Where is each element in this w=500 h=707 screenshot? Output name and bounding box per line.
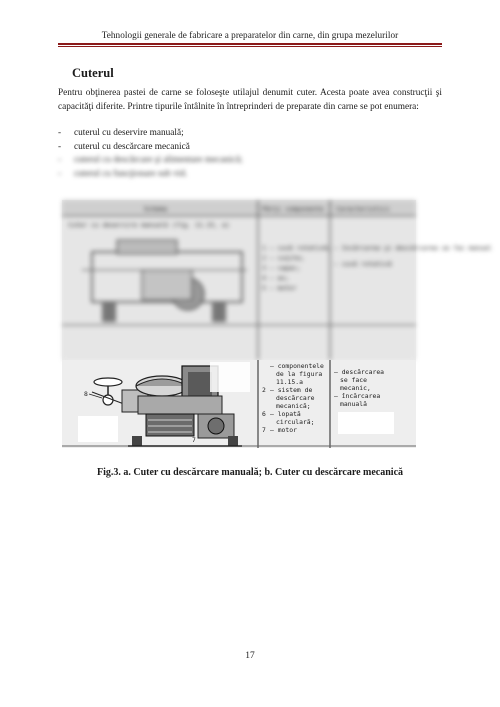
bullet-marker: -	[58, 128, 62, 138]
section-title: Cuterul	[72, 66, 114, 80]
part-line: — sistem de	[270, 386, 313, 394]
feature-line: mecanic,	[340, 384, 371, 392]
list-item-text: cuterul cu descărcare şi alimentare mecanică;	[74, 155, 243, 166]
row-a-part: 4 — ax;	[262, 274, 289, 282]
row-a-label: Cuter cu deservire manuală (fig. 11.15, a)	[68, 221, 230, 229]
figure-table-bottom	[62, 360, 416, 448]
part-line: mecanică;	[276, 402, 311, 410]
part-line: de la figura	[276, 370, 323, 378]
figure-table-top	[62, 200, 492, 360]
row-a-part: 3 — capac;	[262, 264, 301, 272]
callout-8: 8	[84, 390, 88, 398]
running-header: Tehnologii generale de fabricare a preparatelor din carne, din grupa mezelurilor	[101, 30, 399, 40]
row-a-feature: — cuvă rotativă	[334, 260, 392, 268]
part-line: — componentele	[270, 362, 324, 370]
page-number: 17	[245, 651, 255, 661]
callout-7: 7	[192, 436, 196, 444]
part-number: 7	[262, 426, 266, 434]
part-line: 11.15.a	[276, 378, 303, 386]
bullet-marker: -	[58, 155, 62, 166]
intro-paragraph: Pentru obţinerea pastei de carne se foloseşte utilajul denumit cuter. Acesta poate avea construcţii şi capacităţi diferite. Printre tipurile întâlnite în întreprinderi de preparate din carne se pot enumera:	[58, 88, 442, 112]
table-header-features: Caracteristici	[336, 205, 390, 213]
row-a-part: 2 — cuţite;	[262, 254, 305, 262]
bullet-marker: -	[58, 141, 62, 152]
row-a-feature: — încărcarea şi descărcarea se fac manual	[334, 244, 492, 252]
part-line: — lopată	[270, 410, 301, 418]
part-line: circulară;	[276, 418, 315, 426]
feature-line: — încărcarea	[334, 392, 381, 400]
feature-line: — descărcarea	[334, 368, 385, 376]
part-number: 2	[262, 386, 266, 394]
table-header-parts: Părţi componente	[262, 205, 324, 213]
table-header-schema: Schema	[144, 205, 168, 213]
part-number: 6	[262, 410, 266, 418]
header-rule	[58, 43, 442, 45]
row-a-part: 1 — cuvă rotativă;	[262, 244, 332, 252]
list-item-text: cuterul cu funcţionare sub vid.	[74, 168, 188, 179]
feature-line: manuală	[340, 400, 367, 408]
bullet-marker: -	[58, 168, 62, 179]
list-item-text: cuterul cu deservire manuală;	[74, 128, 184, 138]
part-line: descărcare	[276, 394, 315, 402]
cutter-figure	[62, 200, 492, 448]
row-a-part: 5 — motor	[262, 284, 297, 292]
list-item-text: cuterul cu descărcare mecanică	[74, 141, 190, 152]
header-rule-thin	[58, 46, 442, 47]
part-line: — motor	[270, 426, 297, 434]
figure-caption: Fig.3. a. Cuter cu descărcare manuală; b. Cuter cu descărcare mecanică	[96, 467, 404, 478]
feature-line: se face	[340, 376, 367, 384]
